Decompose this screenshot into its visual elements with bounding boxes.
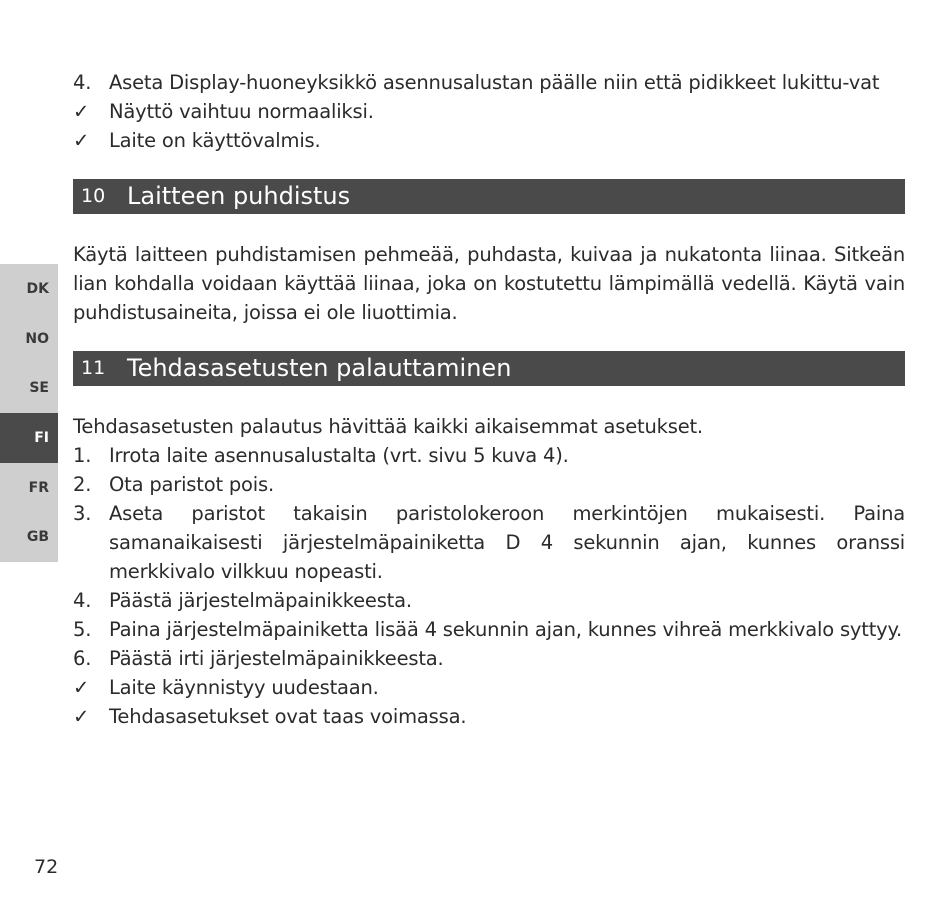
list-text: Päästä irti järjestelmäpainikkeesta.: [109, 647, 444, 670]
list-marker: 2.: [73, 473, 92, 496]
language-tab-fr[interactable]: FR: [28, 479, 49, 496]
section-number: 10: [81, 185, 106, 207]
list-text: Laite käynnistyy uudestaan.: [109, 676, 379, 699]
list-item: [73, 702, 905, 731]
check-icon: ✓: [73, 705, 90, 728]
list-marker: 1.: [73, 444, 92, 467]
list-item: [73, 499, 905, 586]
list-item: [73, 470, 905, 499]
section-title: Tehdasasetusten palauttaminen: [127, 354, 512, 382]
list-marker: 6.: [73, 647, 92, 670]
list-text: Aseta paristot takaisin paristolokeroon merkintöjen mukaisesti. Paina samanaikaisesti järjestelmäpainiketta D 4 sekunnin ajan, kunnes oranssi merkkivalo vilkkuu nopeasti.: [109, 502, 905, 583]
page-content: [73, 68, 905, 731]
list-text: Tehdasasetukset ovat taas voimassa.: [109, 705, 467, 728]
list-item: [73, 126, 905, 155]
section-number: 11: [81, 357, 106, 379]
list-text: Laite on käyttövalmis.: [109, 129, 321, 152]
language-tab-dk[interactable]: DK: [26, 280, 49, 297]
list-text: Aseta Display-huoneyksikkö asennusalustan päälle niin että pidikkeet lukittu-vat: [109, 71, 880, 94]
list-marker: 4.: [73, 589, 92, 612]
language-tab-gb[interactable]: GB: [26, 529, 49, 546]
cleaning-paragraph: Käytä laitteen puhdistamisen pehmeää, puhdasta, kuivaa ja nukatonta liinaa. Sitkeän lian kohdalla voidaan käyttää liinaa, joka on kostutettu lämpimällä vedellä. Käytä vain puhdistusaineita, joissa ei ole liuottimia.: [73, 243, 905, 324]
list-item: [73, 441, 905, 470]
list-text: Ota paristot pois.: [109, 473, 274, 496]
section-heading-cleaning: [73, 179, 905, 214]
page-number: 72: [34, 856, 59, 878]
list-item: [73, 586, 905, 615]
section-title: Laitteen puhdistus: [127, 182, 351, 210]
list-text: Päästä järjestelmäpainikkeesta.: [109, 589, 412, 612]
list-marker: 5.: [73, 618, 92, 641]
section-heading-factory-reset: [73, 351, 905, 386]
language-tabs: [0, 264, 58, 562]
language-tab-fi[interactable]: FI: [0, 413, 58, 463]
check-icon: ✓: [73, 100, 90, 123]
check-icon: ✓: [73, 129, 90, 152]
list-text: Irrota laite asennusalustalta (vrt. sivu 5 kuva 4).: [109, 444, 569, 467]
list-text: Näyttö vaihtuu normaaliksi.: [109, 100, 374, 123]
list-item: [73, 97, 905, 126]
language-tab-se[interactable]: SE: [29, 380, 49, 397]
list-item: [73, 644, 905, 673]
list-item: [73, 673, 905, 702]
check-icon: ✓: [73, 676, 90, 699]
list-marker: 4.: [73, 71, 92, 94]
list-item: [73, 615, 905, 644]
language-tab-no[interactable]: NO: [25, 330, 49, 347]
list-marker: 3.: [73, 502, 92, 525]
list-item: [73, 68, 905, 97]
reset-intro: Tehdasasetusten palautus hävittää kaikki aikaisemmat asetukset.: [73, 415, 703, 438]
list-text: Paina järjestelmäpainiketta lisää 4 sekunnin ajan, kunnes vihreä merkkivalo syttyy.: [109, 618, 903, 641]
